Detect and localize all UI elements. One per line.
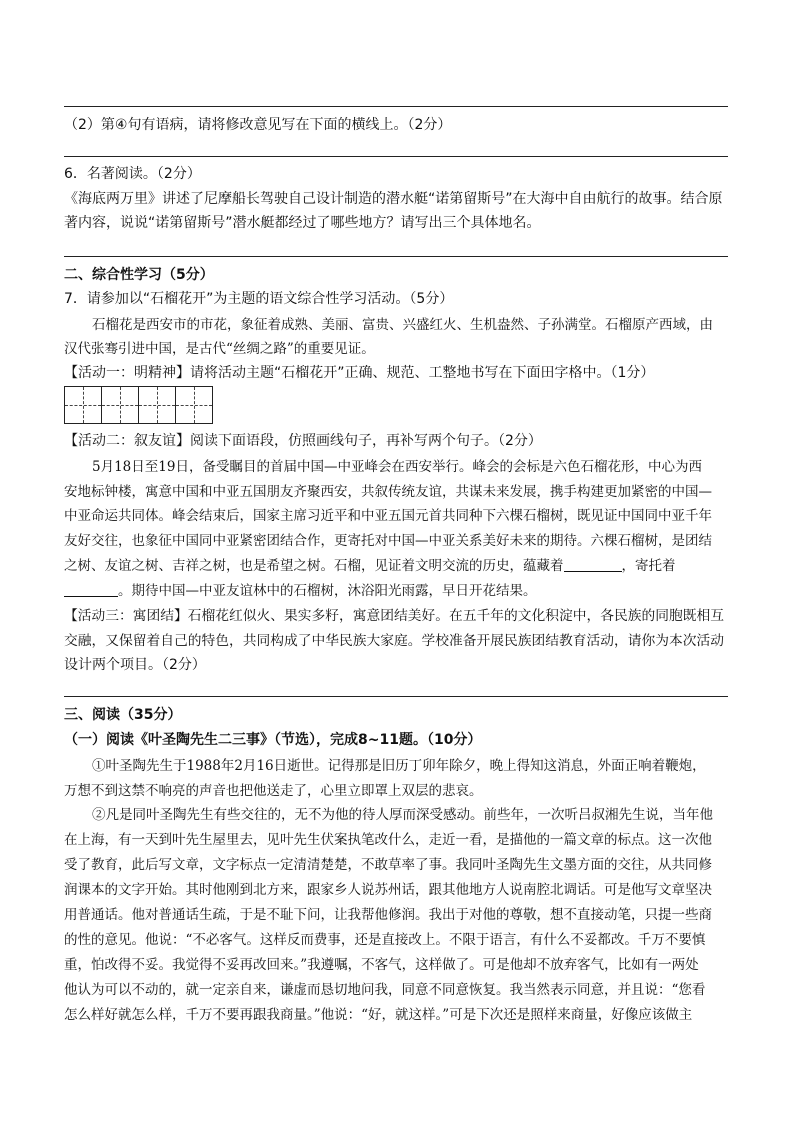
article-para-1-line-2: 万想不到这禁不响亮的声音也把他送走了，心里立即罩上双层的悲哀。 <box>64 783 483 799</box>
fill-blank-2[interactable] <box>64 582 118 597</box>
fill-blank-1[interactable] <box>564 557 622 572</box>
passage-6-text: 。期待中国—中亚友谊林中的石榴树，沐浴阳光雨露，早日开花结果。 <box>118 583 537 599</box>
article-para-2-line-6: 的性的意见。他说：“不必客气。这样反而费事，还是直接改上。不限于语言，有什么不妥都改。千万不要慎 <box>64 932 706 948</box>
section-3-heading: 三、阅读（35分） <box>64 707 182 723</box>
question-5-2: （2）第④句有语病，请将修改意见写在下面的横线上。（2分） <box>64 117 452 133</box>
question-7: 7．请参加以“石榴花开”为主题的语文综合性学习活动。（5分） <box>64 291 454 307</box>
activity-3-line-3: 设计两个项目。（2分） <box>64 657 206 673</box>
divider-top <box>64 106 728 107</box>
intro-text-1: 石榴花是西安市的市花，象征着成熟、美丽、富贵、兴盛红火、生机盎然、子孙满堂。石榴原产西域，由 <box>92 317 713 333</box>
tianzige-grid[interactable] <box>64 386 212 424</box>
tianzige-cell[interactable] <box>101 386 139 424</box>
article-para-2-line-8: 他认为可以不动的，就一定亲自来，谦虚而恳切地问我，同意不同意恢复。我当然表示同意，并且说：“您看 <box>64 982 706 998</box>
question-6-text-2: 著内容，说说“诺第留斯号”潜水艇都经过了哪些地方？请写出三个具体地名。 <box>64 215 541 231</box>
article-para-2-line-5: 用普通话。他对普通话生疏，于是不耻下问，让我帮他修润。我出于对他的尊敬，想不直接动笔，只提一些商 <box>64 907 712 923</box>
article-para-2-line-3: 受了教育，此后写文章，文字标点一定清清楚楚，不敢草率了事。我同叶圣陶先生文墨方面的交往，从共同修 <box>64 857 712 873</box>
article-para-2-line-9: 怎么样好就怎么样，千万不要再跟我商量。”他说：“好，就这样。”可是下次还是照样来商量，好像应该做主 <box>64 1007 693 1023</box>
tianzige-cell[interactable] <box>175 386 213 424</box>
divider-section-3 <box>64 696 728 697</box>
divider-q6-answer <box>64 256 728 257</box>
passage-5-text-b: ，寄托着 <box>621 558 676 574</box>
activity-1: 【活动一：明精神】请将活动主题“石榴花开”正确、规范、工整地书写在下面田字格中。（1分） <box>64 365 655 381</box>
question-6-text-1: 《海底两万里》讲述了尼摩船长驾驶自己设计制造的潜水艇“诺第留斯号”在大海中自由航行的故事。结合原 <box>64 191 723 207</box>
tianzige-cell[interactable] <box>138 386 176 424</box>
article-para-2-line-7: 重，怕改得不妥。我觉得不妥再改回来。”我遵嘱，不客气，这样做了。可是他却不放弃客气，比如有一两处 <box>64 957 699 973</box>
passage-4: 友好交往，也象征中国同中亚紧密团结合作，更寄托对中国—中亚关系美好未来的期待。六棵石榴树，是团结 <box>64 533 712 549</box>
section-3-subheading: （一）阅读《叶圣陶先生二三事》（节选），完成8~11题。（10分） <box>64 732 482 748</box>
passage-1: 5月18日至19日，备受瞩目的首届中国—中亚峰会在西安举行。峰会的会标是六色石榴花形，中心为西 <box>92 459 702 475</box>
passage-5 <box>64 555 728 577</box>
activity-2: 【活动二：叙友谊】阅读下面语段，仿照画线句子，再补写两个句子。（2分） <box>64 433 542 449</box>
passage-6 <box>64 580 728 602</box>
divider-answer-line <box>64 156 728 157</box>
article-para-2-line-2: 在上海，有一天到叶先生屋里去，见叶先生伏案执笔改什么，走近一看，是描他的一篇文章的标点。这一次他 <box>64 832 712 848</box>
passage-5-text-a: 之树、友谊之树、吉祥之树，也是希望之树。石榴，见证着文明交流的历史，蕴藏着 <box>64 558 564 574</box>
question-6-title: 6．名著阅读。（2分） <box>64 166 201 182</box>
intro-text-2: 汉代张骞引进中国，是古代“丝绸之路”的重要见证。 <box>64 341 375 357</box>
tianzige-cell[interactable] <box>64 386 102 424</box>
article-para-2-line-1: ②凡是同叶圣陶先生有些交往的，无不为他的待人厚而深受感动。前些年，一次听吕叔湘先生说，当年他 <box>92 807 713 823</box>
activity-3-line-2: 交融，又保留着自己的特色，共同构成了中华民族大家庭。学校准备开展民族团结教育活动，请你为本次活动 <box>64 633 725 649</box>
activity-3-line-1: 【活动三：寓团结】石榴花红似火、果实多籽，寓意团结美好。在五千年的文化积淀中，各民族的同胞既相互 <box>64 608 725 624</box>
passage-3: 中亚命运共同体。峰会结束后，国家主席习近平和中亚五国元首共同种下六棵石榴树，既见证中国同中亚千年 <box>64 508 712 524</box>
article-para-1-line-1: ①叶圣陶先生于1988年2月16日逝世。记得那是旧历丁卯年除夕，晚上得知这消息，外面正响着鞭炮， <box>92 758 706 774</box>
passage-2: 安地标钟楼，寓意中国和中亚五国朋友齐聚西安，共叙传统友谊，共谋未来发展，携手构建更加紧密的中国— <box>64 484 712 500</box>
article-para-2-line-4: 润课本的文字开始。其时他刚到北方来，跟家乡人说苏州话，跟其他地方人说南腔北调话。可是他写文章坚决 <box>64 882 712 898</box>
section-2-heading: 二、综合性学习（5分） <box>64 267 214 283</box>
